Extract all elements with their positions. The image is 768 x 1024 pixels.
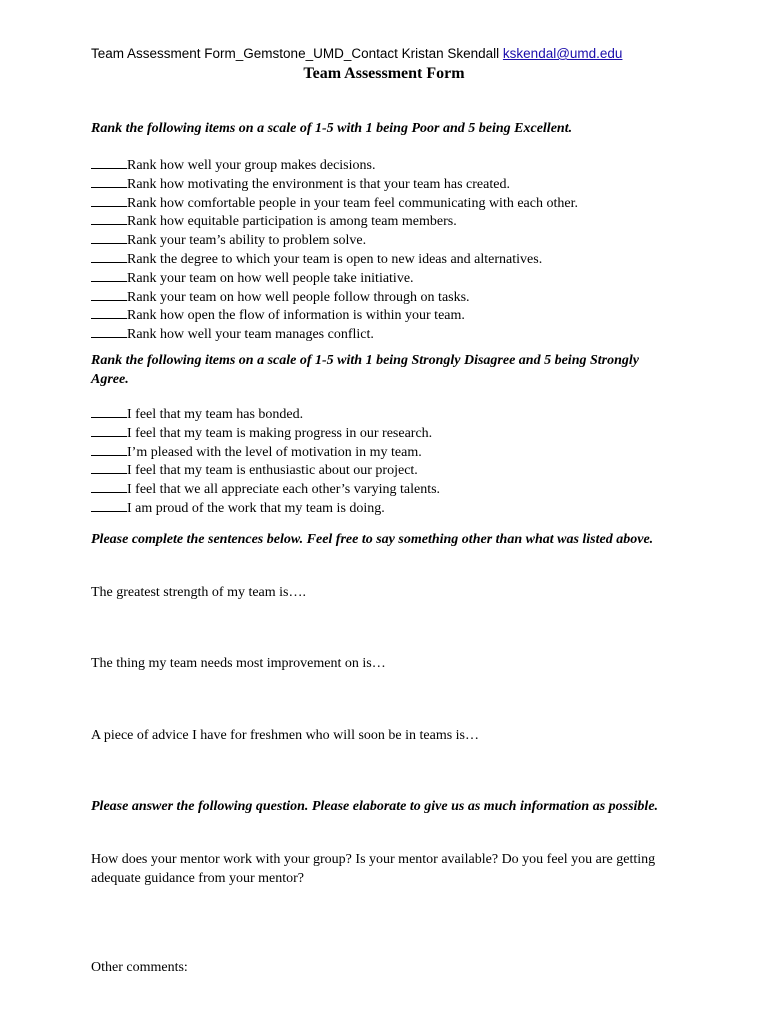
item-text: I feel that my team is enthusiastic about our project. bbox=[127, 463, 418, 479]
answer-blank[interactable] bbox=[91, 175, 127, 188]
section4-instruction: Please answer the following question. Please elaborate to give us as much information as possible. bbox=[91, 799, 659, 814]
section2-instruction: Rank the following items on a scale of 1-5 with 1 being Strongly Disagree and 5 being Strongly Agree. bbox=[91, 353, 639, 387]
answer-blank[interactable] bbox=[91, 156, 127, 169]
list-item bbox=[91, 480, 691, 499]
list-item bbox=[91, 499, 691, 518]
item-text: Rank your team on how well people take initiative. bbox=[127, 270, 414, 286]
answer-blank[interactable] bbox=[91, 288, 127, 301]
answer-blank[interactable] bbox=[91, 405, 127, 418]
list-item bbox=[91, 306, 691, 325]
section1-instruction: Rank the following items on a scale of 1-5 with 1 being Poor and 5 being Excellent. bbox=[91, 121, 573, 136]
item-text: Rank how comfortable people in your team feel communicating with each other. bbox=[127, 195, 578, 211]
answer-blank[interactable] bbox=[91, 480, 127, 493]
list-item bbox=[91, 194, 691, 213]
section3-instruction: Please complete the sentences below. Feel free to say something other than what was listed above. bbox=[91, 532, 654, 547]
section2-list bbox=[91, 405, 691, 518]
list-item bbox=[91, 250, 691, 269]
prompt-improvement: The thing my team needs most improvement on is… bbox=[91, 656, 386, 671]
contact-email-link[interactable]: kskendal@umd.edu bbox=[502, 46, 623, 61]
answer-blank[interactable] bbox=[91, 461, 127, 474]
item-text: Rank how well your group makes decisions. bbox=[127, 158, 376, 173]
header-text: Team Assessment Form_Gemstone_UMD_Contact Kristan Skendall bbox=[91, 46, 503, 61]
other-comments-label: Other comments: bbox=[91, 960, 188, 975]
list-item bbox=[91, 405, 691, 424]
prompt-advice: A piece of advice I have for freshmen who will soon be in teams is… bbox=[91, 728, 480, 743]
list-item bbox=[91, 212, 691, 231]
list-item bbox=[91, 156, 691, 175]
answer-blank[interactable] bbox=[91, 443, 127, 456]
answer-blank[interactable] bbox=[91, 250, 127, 263]
answer-blank[interactable] bbox=[91, 194, 127, 207]
item-text: I am proud of the work that my team is doing. bbox=[127, 500, 385, 516]
page-header bbox=[91, 45, 622, 63]
answer-blank[interactable] bbox=[91, 424, 127, 437]
item-text: Rank your team on how well people follow through on tasks. bbox=[127, 289, 470, 305]
answer-blank[interactable] bbox=[91, 269, 127, 282]
section1-list bbox=[91, 156, 691, 344]
item-text: I feel that my team is making progress in our research. bbox=[127, 425, 433, 441]
list-item bbox=[91, 269, 691, 288]
mentor-question: How does your mentor work with your group? Is your mentor available? Do you feel you are getting adequate guidance from your mentor? bbox=[91, 852, 656, 886]
item-text: Rank your team’s ability to problem solve. bbox=[127, 233, 367, 249]
answer-blank[interactable] bbox=[91, 499, 127, 512]
list-item bbox=[91, 424, 691, 443]
answer-blank[interactable] bbox=[91, 306, 127, 319]
list-item bbox=[91, 461, 691, 480]
page-title: Team Assessment Form bbox=[303, 65, 465, 82]
prompt-strength: The greatest strength of my team is…. bbox=[91, 585, 306, 600]
list-item bbox=[91, 325, 691, 344]
item-text: I’m pleased with the level of motivation in my team. bbox=[127, 444, 422, 460]
item-text: Rank how motivating the environment is that your team has created. bbox=[127, 176, 510, 192]
answer-blank[interactable] bbox=[91, 231, 127, 244]
item-text: Rank how equitable participation is among team members. bbox=[127, 214, 457, 230]
item-text: Rank the degree to which your team is open to new ideas and alternatives. bbox=[127, 251, 543, 267]
item-text: I feel that we all appreciate each other’s varying talents. bbox=[127, 482, 441, 498]
list-item bbox=[91, 175, 691, 194]
item-text: I feel that my team has bonded. bbox=[127, 407, 304, 422]
list-item bbox=[91, 443, 691, 462]
item-text: Rank how well your team manages conflict. bbox=[127, 327, 374, 343]
answer-blank[interactable] bbox=[91, 212, 127, 225]
list-item bbox=[91, 288, 691, 307]
list-item bbox=[91, 231, 691, 250]
item-text: Rank how open the flow of information is within your team. bbox=[127, 308, 465, 324]
answer-blank[interactable] bbox=[91, 325, 127, 338]
